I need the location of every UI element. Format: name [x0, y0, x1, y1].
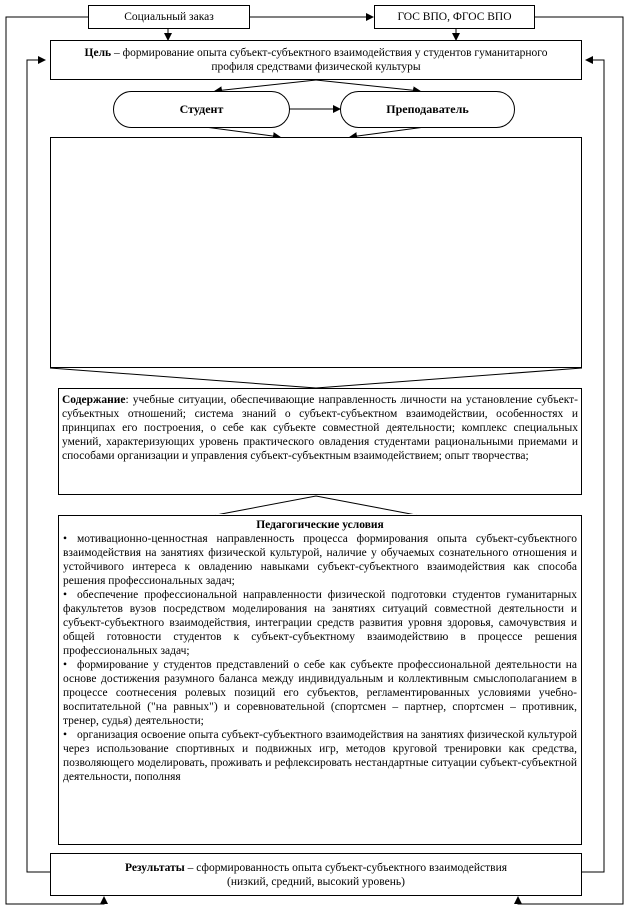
conditions-title: Педагогические условия: [256, 519, 384, 531]
left-loop-results-goal: [27, 60, 50, 872]
standards-box: ГОС ВПО, ФГОС ВПО: [374, 5, 535, 29]
condition-item: • организация освоение опыта субъект-субъектного взаимодействия на занятиях физической культурой через использование спортивных и подвижных игр, методов круговой тренировки как средства, позволяющего моделировать, проживать и рефлексировать нестандартные ситуации субъект-субъектной деятельности, пополняя: [63, 729, 577, 783]
condition-item: • обеспечение профессиональной направленности физической подготовки студентов гуманитарных факультетов вузов посредством моделирования на занятиях ситуаций совместной деятельности и субъект-субъектного взаимодействия, интеграции средств развития уровня здоровья, самочувствия и общей готовности студентов к субъект-субъектному взаимодействию в процессе решения профессиональных задач;: [63, 589, 577, 657]
interaction-frame: [50, 137, 582, 368]
arrow-student-box: [205, 127, 280, 137]
content-label: Содержание: [62, 394, 126, 406]
condition-item: • формирование у студентов представлений о себе как субъекте профессиональной деятельности на основе достижения разумного баланса между индивидуальным и коллективным смыслополаганием в процессе соотнесения ролевых позиций его субъектов, регламентированных условиями учебно-воспитательной ("на равных") и соревновательной (спортсмен – партнер, спортсмен – противник, тренер, судья) деятельности;: [63, 659, 577, 727]
triangle-conditions-content: [216, 496, 416, 515]
arrow-goal-student: [215, 80, 316, 91]
content-box: [58, 388, 582, 495]
arrow-goal-teacher: [316, 80, 420, 91]
conditions-box: [58, 515, 582, 845]
social-order-box: Социальный заказ: [88, 5, 250, 29]
goal-label: Цель: [84, 47, 112, 59]
teacher-node: Преподаватель: [340, 91, 515, 128]
results-label: Результаты: [124, 861, 185, 874]
arrow-teacher-box: [350, 127, 425, 137]
results-text: – сформированность опыта субъект-субъектного взаимодействия: [184, 861, 508, 874]
content-text: : учебные ситуации, обеспечивающие направленность личности на установление субъект-субъектных отношений; система знаний о субъект-субъектном взаимодействии, особенностях и принципах его построения, о себе как субъекте совместной деятельности; комплекс специальных умений, характеризующих уровень практического овладения студентами рациональными приемами и способами организации и управления субъект-субъектным взаимодействием; опыт творчества;: [62, 394, 578, 462]
results-box: [50, 853, 582, 896]
goal-text: – формирование опыта субъект-субъектного взаимодействия у студентов гуманитарного профиля средствами физической культуры: [111, 47, 548, 73]
results-levels: (низкий, средний, высокий уровень): [227, 875, 405, 888]
condition-item: • мотивационно-ценностная направленность процесса формирования опыта субъект-субъектного взаимодействия на занятиях физической культурой, наличие у обучаемых сознательного отношения и устойчивого интереса к овладению навыками субъект-субъектного взаимодействия как способа решения профессиональных задач;: [63, 533, 577, 587]
right-loop-results-goal: [582, 60, 604, 872]
student-node: Студент: [113, 91, 290, 128]
funnel-box-content: [50, 368, 582, 388]
goal-box: [50, 40, 582, 80]
